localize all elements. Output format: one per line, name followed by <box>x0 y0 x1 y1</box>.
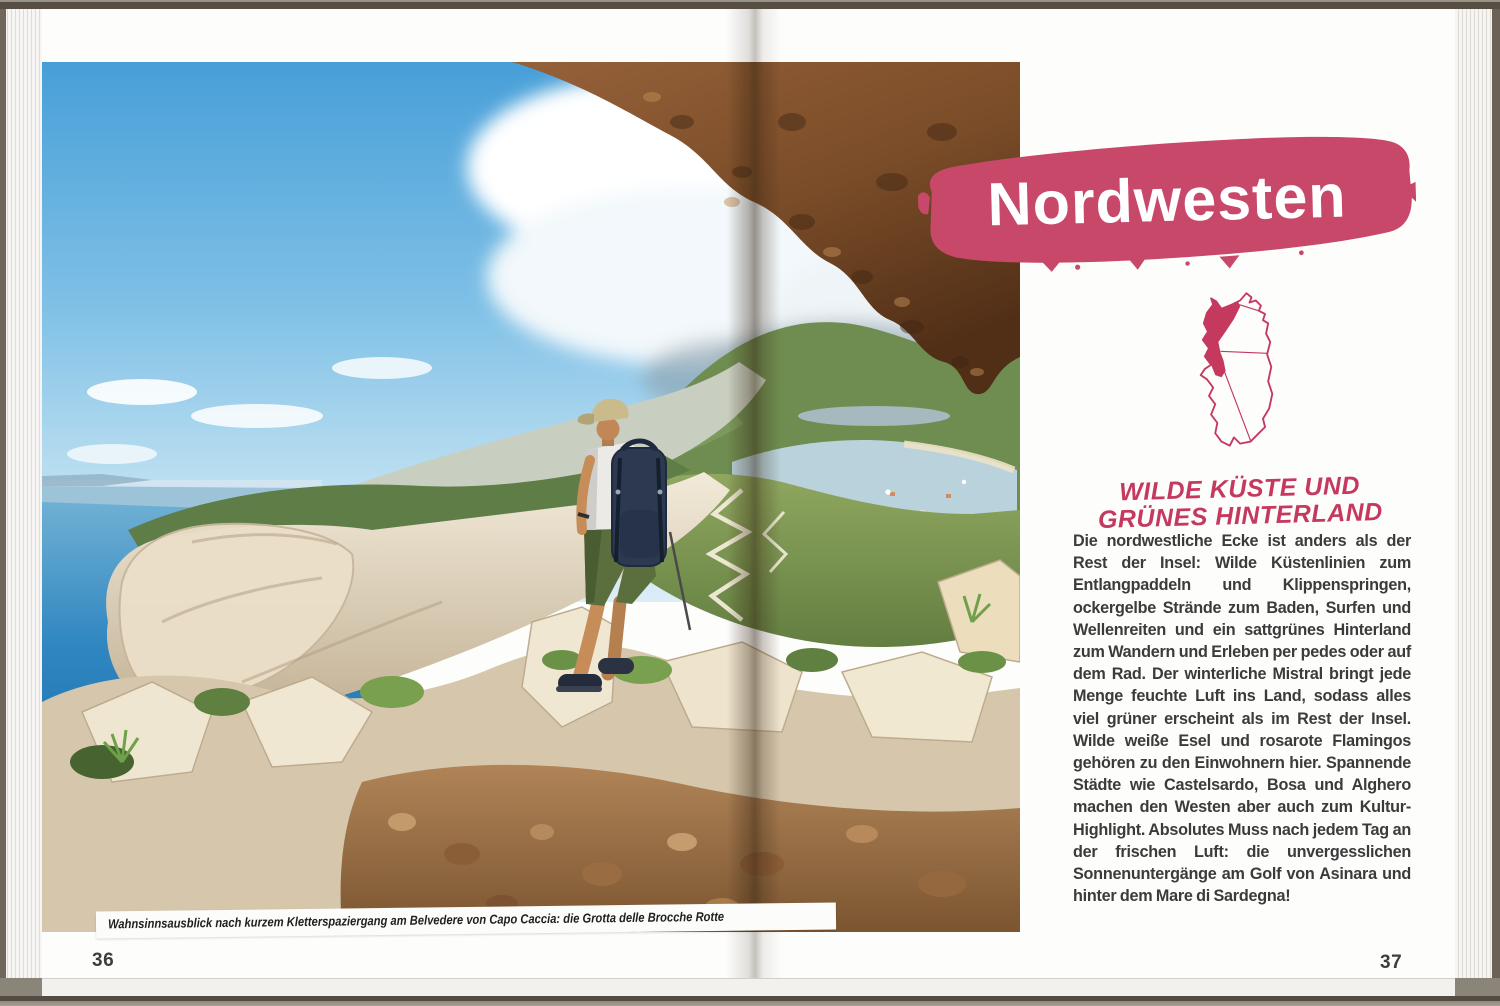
subtitle-line-1: WILDE KÜSTE UND <box>1118 471 1361 507</box>
subtitle-line-2: GRÜNES HINTERLAND <box>1097 498 1384 534</box>
page-number-left: 36 <box>92 950 115 971</box>
section-subtitle <box>1059 471 1420 535</box>
chapter-title: Nordwesten <box>986 161 1348 239</box>
book-shadow <box>0 1001 1500 1006</box>
boat <box>962 480 966 484</box>
sardinia-map-northwest-icon <box>1182 288 1290 454</box>
photo-caption-text: Wahnsinnsausblick nach kurzem Kletterspaziergang am Belvedere von Capo Caccia: die Grotta delle Brocche Rotte <box>107 908 725 932</box>
boat <box>885 489 890 494</box>
right-page-stack-edge <box>1455 9 1500 978</box>
chapter-banner <box>916 122 1417 276</box>
capo-caccia-photo <box>42 62 1020 932</box>
open-pages <box>42 9 1455 978</box>
page-number-right: 37 <box>1380 952 1403 973</box>
left-page-stack-edge <box>0 9 42 978</box>
intro-paragraph: Die nordwestliche Ecke ist anders als der Rest der Insel: Wilde Küstenlinien zum Entlangpaddeln und Klippenspringen, ockergelbe Strände zum Baden, Surfen und Wellenreiten und ein sattgrünes Hinterland zum Wandern und Erleben per pedes oder auf dem Rad. Der winterliche Mistral bringt jede Menge feuchte Luft ins Land, sodass alles viel grüner erscheint als im Rest der Insel. Wilde weiße Esel und rosarote Flamingos gehören zu den Einwohnern hier. Spannende Städte wie Castelsardo, Bosa und Alghero machen den Westen aber auch zum Kultur-Highlight. Absolutes Muss nach jedem Tag an der frischen Luft: die unvergesslichen Sonnenuntergänge am Golf von Asinara und hinter dem Mare di Sardegna! <box>1073 532 1411 906</box>
bottom-page-stack-edge <box>42 978 1455 997</box>
book-top-edge <box>0 0 1500 9</box>
